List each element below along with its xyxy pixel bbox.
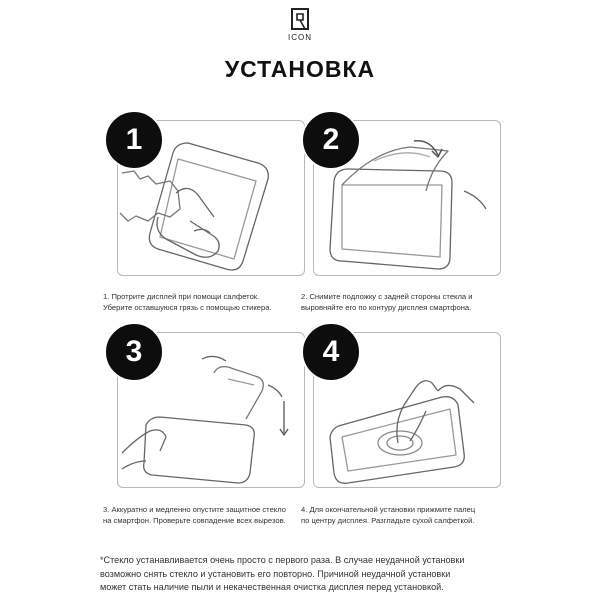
step-2-caption-line-1: 2. Снимите подложку с задней стороны стекла и [301, 292, 473, 301]
step-1-caption-line-1: 1. Протрите дисплей при помощи салфеток. [103, 292, 260, 301]
icon-logo-mark [289, 6, 311, 32]
step-4-caption [301, 505, 511, 526]
footnote-line-1: *Стекло устанавливается очень просто с первого раза. В случае неудачной установки [100, 555, 465, 565]
step-4-caption-line-1: 4. Для окончательной установки прижмите палец [301, 505, 476, 514]
installation-footnote [100, 554, 510, 595]
footnote-line-2: возможно снять стекло и установить его повторно. Причиной неудачной установки [100, 568, 451, 579]
step-2-badge: 2 [301, 110, 361, 170]
step-2-caption-line-2: выровняйте его по контуру дисплея смартфона. [301, 302, 472, 312]
brand-name: ICON [288, 33, 312, 42]
step-4-caption-line-2: по центру дисплея. Разгладьте сухой салфеткой. [301, 515, 475, 525]
step-3-caption [103, 505, 313, 526]
step-1-badge: 1 [104, 110, 164, 170]
step-1-caption [103, 292, 313, 313]
step-3-caption-line-2: на смартфон. Проверьте совпадение всех вырезов. [103, 515, 286, 525]
step-3-caption-line-1: 3. Аккуратно и медленно опустите защитное стекло [103, 505, 286, 514]
footnote-line-3: может стать наличие пыли и некачественная очистка дисплея перед установкой. [100, 582, 444, 592]
step-4-badge: 4 [301, 322, 361, 382]
step-3-badge: 3 [104, 322, 164, 382]
step-2-caption [301, 292, 511, 313]
page-title: УСТАНОВКА [224, 56, 376, 82]
step-1-caption-line-2: Уберите оставшуюся грязь с помощью стикера. [103, 302, 272, 312]
brand-logo [278, 6, 322, 42]
